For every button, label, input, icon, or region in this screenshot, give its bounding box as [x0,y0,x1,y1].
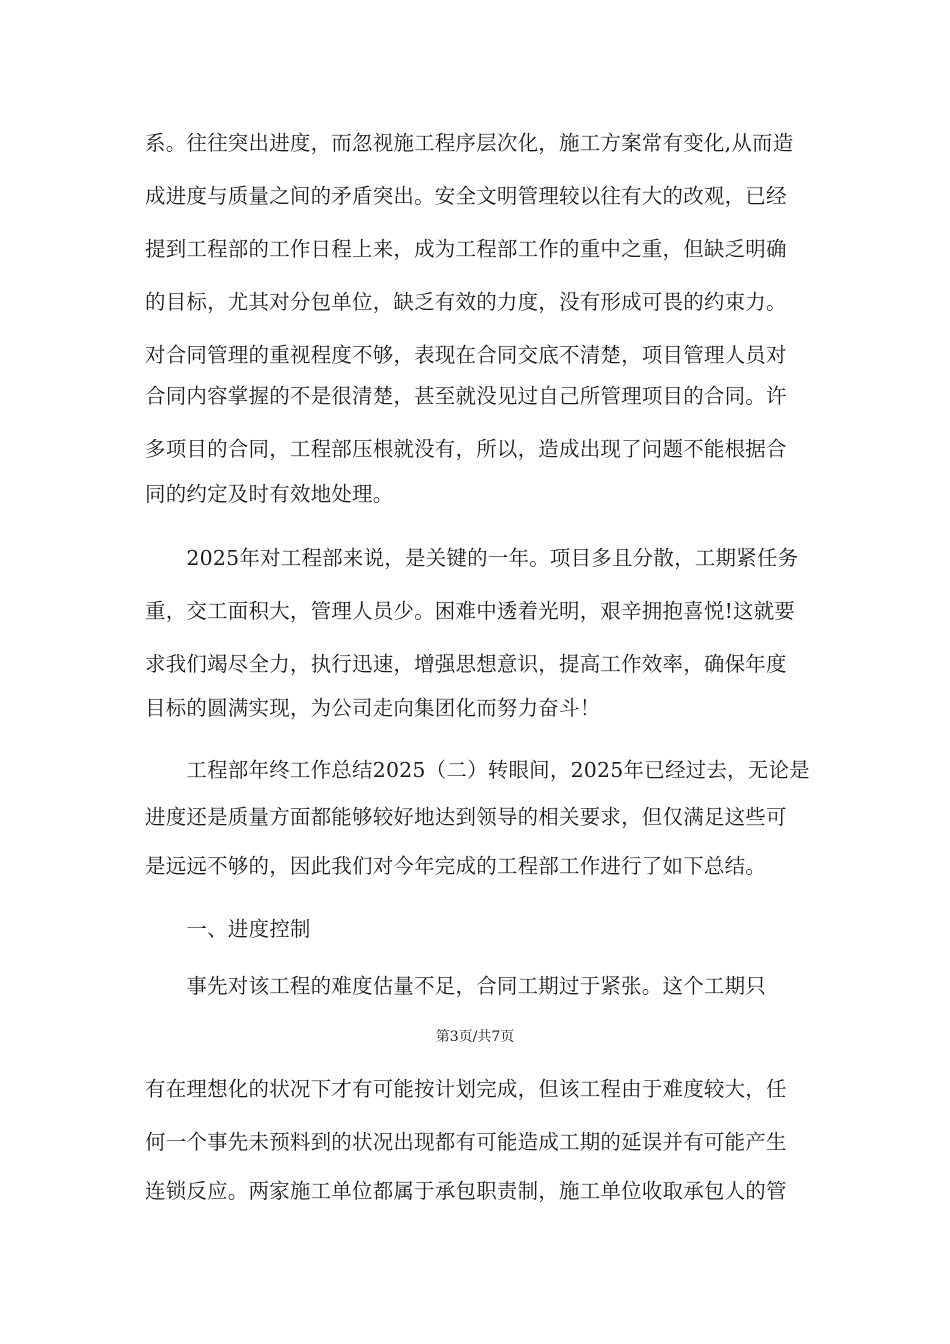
text-line: 合同内容掌握的不是很清楚，甚至就没见过自己所管理项目的合同。许 [145,384,787,408]
text-line: 求我们竭尽全力，执行迅速，增强思想意识，提高工作效率，确保年度 [145,652,787,676]
text-line: 系。往往突出进度，而忽视施工程序层次化，施工方案常有变化,从而造 [145,131,794,155]
page-number: 第3页/共7页 [435,1029,515,1045]
text-line: 是远远不够的，因此我们对今年完成的工程部工作进行了如下总结。 [145,854,766,878]
text-line: 目标的圆满实现，为公司走向集团化而努力奋斗！ [145,696,601,720]
text-line: 多项目的合同，工程部压根就没有，所以，造成出现了问题不能根据合 [145,437,787,461]
text-line: 对合同管理的重视程度不够，表现在合同交底不清楚，项目管理人员对 [145,343,787,367]
text-line: 2025年对工程部来说，是关键的一年。项目多且分散，工期紧任务 [145,546,799,570]
text-line: 连锁反应。两家施工单位都属于承包职责制，施工单位收取承包人的管 [145,1179,787,1203]
text-line: 成进度与质量之间的矛盾突出。安全文明管理较以往有大的改观，已经 [145,184,787,208]
text-line: 有在理想化的状况下才有可能按计划完成，但该工程由于难度较大，任 [145,1077,787,1101]
text-line: 进度还是质量方面都能够较好地达到领导的相关要求，但仅满足这些可 [145,805,787,829]
text-line: 事先对该工程的难度估量不足，合同工期过于紧张。这个工期只 [145,974,766,998]
text-line: 重，交工面积大，管理人员少。困难中透着光明，艰辛拥抱喜悦!这就要 [145,599,796,623]
text-line: 工程部年终工作总结2025（二）转眼间，2025年已经过去，无论是 [145,758,810,782]
text-line: 提到工程部的工作日程上来，成为工程部工作的重中之重，但缺乏明确 [145,237,787,261]
text-line: 的目标，尤其对分包单位，缺乏有效的力度，没有形成可畏的约束力。 [145,290,787,314]
text-line: 同的约定及时有效地处理。 [145,482,394,506]
section-heading: 一、进度控制 [145,917,311,941]
text-line: 何一个事先未预料到的状况出现都有可能造成工期的延误并有可能产生 [145,1130,787,1154]
